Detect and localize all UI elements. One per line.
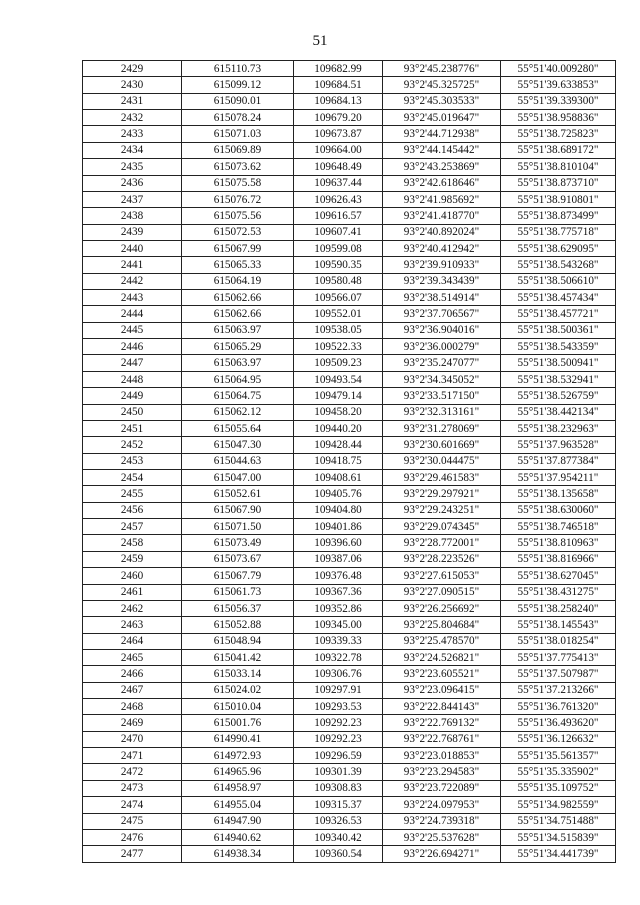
point-number-cell: 2477 bbox=[83, 846, 182, 862]
page-number: 51 bbox=[312, 33, 328, 49]
point-number-cell: 2430 bbox=[83, 77, 182, 93]
latitude-cell: 55°51'37.954211" bbox=[501, 469, 616, 485]
longitude-cell: 93°2'28.223526" bbox=[383, 551, 501, 567]
latitude-cell: 55°51'37.963528" bbox=[501, 437, 616, 453]
longitude-cell: 93°2'37.706567" bbox=[383, 306, 501, 322]
table-row bbox=[83, 617, 616, 633]
table-row bbox=[83, 731, 616, 747]
point-number-cell: 2437 bbox=[83, 191, 182, 207]
latitude-cell: 55°51'38.500941" bbox=[501, 355, 616, 371]
longitude-cell: 93°2'29.243251" bbox=[383, 502, 501, 518]
table-row bbox=[83, 404, 616, 420]
table-row bbox=[83, 469, 616, 485]
point-number-cell: 2455 bbox=[83, 486, 182, 502]
latitude-cell: 55°51'37.507987" bbox=[501, 666, 616, 682]
x-coordinate-cell: 615062.66 bbox=[182, 290, 294, 306]
table-row bbox=[83, 175, 616, 191]
y-coordinate-cell: 109367.36 bbox=[294, 584, 383, 600]
y-coordinate-cell: 109552.01 bbox=[294, 306, 383, 322]
point-number-cell: 2438 bbox=[83, 208, 182, 224]
latitude-cell: 55°51'38.910801" bbox=[501, 191, 616, 207]
latitude-cell: 55°51'34.982559" bbox=[501, 797, 616, 813]
table-row bbox=[83, 600, 616, 616]
table-row bbox=[83, 780, 616, 796]
y-coordinate-cell: 109458.20 bbox=[294, 404, 383, 420]
point-number-cell: 2456 bbox=[83, 502, 182, 518]
longitude-cell: 93°2'38.514914" bbox=[383, 290, 501, 306]
longitude-cell: 93°2'23.018853" bbox=[383, 748, 501, 764]
x-coordinate-cell: 615067.79 bbox=[182, 568, 294, 584]
longitude-cell: 93°2'29.297921" bbox=[383, 486, 501, 502]
x-coordinate-cell: 615065.29 bbox=[182, 339, 294, 355]
point-number-cell: 2450 bbox=[83, 404, 182, 420]
latitude-cell: 55°51'39.633853" bbox=[501, 77, 616, 93]
table-row bbox=[83, 371, 616, 387]
table-row bbox=[83, 846, 616, 862]
y-coordinate-cell: 109607.41 bbox=[294, 224, 383, 240]
table-row bbox=[83, 551, 616, 567]
x-coordinate-cell: 615076.72 bbox=[182, 191, 294, 207]
x-coordinate-cell: 615064.95 bbox=[182, 371, 294, 387]
table-row bbox=[83, 699, 616, 715]
y-coordinate-cell: 109405.76 bbox=[294, 486, 383, 502]
y-coordinate-cell: 109293.53 bbox=[294, 699, 383, 715]
table-row bbox=[83, 748, 616, 764]
latitude-cell: 55°51'38.630060" bbox=[501, 502, 616, 518]
x-coordinate-cell: 615062.66 bbox=[182, 306, 294, 322]
x-coordinate-cell: 615055.64 bbox=[182, 420, 294, 436]
longitude-cell: 93°2'25.804684" bbox=[383, 617, 501, 633]
x-coordinate-cell: 615110.73 bbox=[182, 61, 294, 77]
longitude-cell: 93°2'27.615053" bbox=[383, 568, 501, 584]
longitude-cell: 93°2'45.238776" bbox=[383, 61, 501, 77]
table-row bbox=[83, 535, 616, 551]
table-row bbox=[83, 159, 616, 175]
table-row bbox=[83, 633, 616, 649]
point-number-cell: 2476 bbox=[83, 829, 182, 845]
y-coordinate-cell: 109326.53 bbox=[294, 813, 383, 829]
point-number-cell: 2434 bbox=[83, 142, 182, 158]
x-coordinate-cell: 614990.41 bbox=[182, 731, 294, 747]
latitude-cell: 55°51'34.441739" bbox=[501, 846, 616, 862]
table-row bbox=[83, 666, 616, 682]
table-row bbox=[83, 486, 616, 502]
longitude-cell: 93°2'40.892024" bbox=[383, 224, 501, 240]
point-number-cell: 2451 bbox=[83, 420, 182, 436]
point-number-cell: 2470 bbox=[83, 731, 182, 747]
table-row bbox=[83, 306, 616, 322]
longitude-cell: 93°2'30.044475" bbox=[383, 453, 501, 469]
y-coordinate-cell: 109306.76 bbox=[294, 666, 383, 682]
table-row bbox=[83, 142, 616, 158]
y-coordinate-cell: 109428.44 bbox=[294, 437, 383, 453]
x-coordinate-cell: 615061.73 bbox=[182, 584, 294, 600]
x-coordinate-cell: 615069.89 bbox=[182, 142, 294, 158]
table-row bbox=[83, 797, 616, 813]
longitude-cell: 93°2'36.904016" bbox=[383, 322, 501, 338]
coordinates-table bbox=[82, 60, 616, 863]
point-number-cell: 2472 bbox=[83, 764, 182, 780]
y-coordinate-cell: 109340.42 bbox=[294, 829, 383, 845]
longitude-cell: 93°2'23.722089" bbox=[383, 780, 501, 796]
table-row bbox=[83, 77, 616, 93]
x-coordinate-cell: 615047.00 bbox=[182, 469, 294, 485]
y-coordinate-cell: 109401.86 bbox=[294, 519, 383, 535]
y-coordinate-cell: 109493.54 bbox=[294, 371, 383, 387]
table-row bbox=[83, 649, 616, 665]
y-coordinate-cell: 109679.20 bbox=[294, 110, 383, 126]
longitude-cell: 93°2'22.769132" bbox=[383, 715, 501, 731]
table-row bbox=[83, 568, 616, 584]
x-coordinate-cell: 615063.97 bbox=[182, 355, 294, 371]
y-coordinate-cell: 109684.51 bbox=[294, 77, 383, 93]
y-coordinate-cell: 109440.20 bbox=[294, 420, 383, 436]
longitude-cell: 93°2'23.605521" bbox=[383, 666, 501, 682]
y-coordinate-cell: 109376.48 bbox=[294, 568, 383, 584]
y-coordinate-cell: 109352.86 bbox=[294, 600, 383, 616]
latitude-cell: 55°51'38.543359" bbox=[501, 339, 616, 355]
point-number-cell: 2440 bbox=[83, 240, 182, 256]
table-row bbox=[83, 502, 616, 518]
y-coordinate-cell: 109308.83 bbox=[294, 780, 383, 796]
table-row bbox=[83, 453, 616, 469]
x-coordinate-cell: 615064.75 bbox=[182, 388, 294, 404]
x-coordinate-cell: 615052.61 bbox=[182, 486, 294, 502]
latitude-cell: 55°51'38.958836" bbox=[501, 110, 616, 126]
y-coordinate-cell: 109396.60 bbox=[294, 535, 383, 551]
y-coordinate-cell: 109580.48 bbox=[294, 273, 383, 289]
longitude-cell: 93°2'40.412942" bbox=[383, 240, 501, 256]
x-coordinate-cell: 615067.90 bbox=[182, 502, 294, 518]
longitude-cell: 93°2'25.478570" bbox=[383, 633, 501, 649]
x-coordinate-cell: 614955.04 bbox=[182, 797, 294, 813]
longitude-cell: 93°2'32.313161" bbox=[383, 404, 501, 420]
longitude-cell: 93°2'39.910933" bbox=[383, 257, 501, 273]
longitude-cell: 93°2'30.601669" bbox=[383, 437, 501, 453]
y-coordinate-cell: 109684.13 bbox=[294, 93, 383, 109]
table-row bbox=[83, 715, 616, 731]
latitude-cell: 55°51'36.761320" bbox=[501, 699, 616, 715]
point-number-cell: 2448 bbox=[83, 371, 182, 387]
latitude-cell: 55°51'38.810963" bbox=[501, 535, 616, 551]
y-coordinate-cell: 109664.00 bbox=[294, 142, 383, 158]
longitude-cell: 93°2'33.517150" bbox=[383, 388, 501, 404]
y-coordinate-cell: 109292.23 bbox=[294, 731, 383, 747]
latitude-cell: 55°51'38.627045" bbox=[501, 568, 616, 584]
table-row bbox=[83, 437, 616, 453]
x-coordinate-cell: 615063.97 bbox=[182, 322, 294, 338]
table-row bbox=[83, 110, 616, 126]
latitude-cell: 55°51'38.816966" bbox=[501, 551, 616, 567]
latitude-cell: 55°51'36.126632" bbox=[501, 731, 616, 747]
table-row bbox=[83, 339, 616, 355]
table-row bbox=[83, 829, 616, 845]
point-number-cell: 2461 bbox=[83, 584, 182, 600]
point-number-cell: 2463 bbox=[83, 617, 182, 633]
x-coordinate-cell: 615071.03 bbox=[182, 126, 294, 142]
latitude-cell: 55°51'35.109752" bbox=[501, 780, 616, 796]
y-coordinate-cell: 109345.00 bbox=[294, 617, 383, 633]
table-row bbox=[83, 273, 616, 289]
x-coordinate-cell: 614965.96 bbox=[182, 764, 294, 780]
latitude-cell: 55°51'37.877384" bbox=[501, 453, 616, 469]
table-row bbox=[83, 519, 616, 535]
point-number-cell: 2465 bbox=[83, 649, 182, 665]
latitude-cell: 55°51'38.775718" bbox=[501, 224, 616, 240]
table-row bbox=[83, 290, 616, 306]
x-coordinate-cell: 614938.34 bbox=[182, 846, 294, 862]
longitude-cell: 93°2'23.294583" bbox=[383, 764, 501, 780]
x-coordinate-cell: 615073.62 bbox=[182, 159, 294, 175]
y-coordinate-cell: 109522.33 bbox=[294, 339, 383, 355]
x-coordinate-cell: 614940.62 bbox=[182, 829, 294, 845]
longitude-cell: 93°2'42.618646" bbox=[383, 175, 501, 191]
y-coordinate-cell: 109509.23 bbox=[294, 355, 383, 371]
table-row bbox=[83, 191, 616, 207]
x-coordinate-cell: 615033.14 bbox=[182, 666, 294, 682]
point-number-cell: 2449 bbox=[83, 388, 182, 404]
point-number-cell: 2471 bbox=[83, 748, 182, 764]
x-coordinate-cell: 614958.97 bbox=[182, 780, 294, 796]
latitude-cell: 55°51'38.442134" bbox=[501, 404, 616, 420]
point-number-cell: 2460 bbox=[83, 568, 182, 584]
point-number-cell: 2467 bbox=[83, 682, 182, 698]
point-number-cell: 2468 bbox=[83, 699, 182, 715]
point-number-cell: 2453 bbox=[83, 453, 182, 469]
y-coordinate-cell: 109479.14 bbox=[294, 388, 383, 404]
point-number-cell: 2469 bbox=[83, 715, 182, 731]
longitude-cell: 93°2'24.097953" bbox=[383, 797, 501, 813]
latitude-cell: 55°51'37.213266" bbox=[501, 682, 616, 698]
point-number-cell: 2462 bbox=[83, 600, 182, 616]
longitude-cell: 93°2'31.278069" bbox=[383, 420, 501, 436]
x-coordinate-cell: 615024.02 bbox=[182, 682, 294, 698]
point-number-cell: 2447 bbox=[83, 355, 182, 371]
table-row bbox=[83, 240, 616, 256]
point-number-cell: 2473 bbox=[83, 780, 182, 796]
longitude-cell: 93°2'35.247077" bbox=[383, 355, 501, 371]
y-coordinate-cell: 109360.54 bbox=[294, 846, 383, 862]
longitude-cell: 93°2'28.772001" bbox=[383, 535, 501, 551]
table-row bbox=[83, 322, 616, 338]
latitude-cell: 55°51'38.232963" bbox=[501, 420, 616, 436]
point-number-cell: 2443 bbox=[83, 290, 182, 306]
latitude-cell: 55°51'38.018254" bbox=[501, 633, 616, 649]
point-number-cell: 2435 bbox=[83, 159, 182, 175]
longitude-cell: 93°2'23.096415" bbox=[383, 682, 501, 698]
latitude-cell: 55°51'38.543268" bbox=[501, 257, 616, 273]
x-coordinate-cell: 615047.30 bbox=[182, 437, 294, 453]
latitude-cell: 55°51'39.339300" bbox=[501, 93, 616, 109]
x-coordinate-cell: 615075.56 bbox=[182, 208, 294, 224]
point-number-cell: 2454 bbox=[83, 469, 182, 485]
latitude-cell: 55°51'38.746518" bbox=[501, 519, 616, 535]
y-coordinate-cell: 109292.23 bbox=[294, 715, 383, 731]
table-row bbox=[83, 61, 616, 77]
y-coordinate-cell: 109626.43 bbox=[294, 191, 383, 207]
point-number-cell: 2436 bbox=[83, 175, 182, 191]
latitude-cell: 55°51'38.457721" bbox=[501, 306, 616, 322]
table-row bbox=[83, 388, 616, 404]
latitude-cell: 55°51'38.431275" bbox=[501, 584, 616, 600]
latitude-cell: 55°51'38.629095" bbox=[501, 240, 616, 256]
latitude-cell: 55°51'38.145543" bbox=[501, 617, 616, 633]
point-number-cell: 2475 bbox=[83, 813, 182, 829]
latitude-cell: 55°51'38.258240" bbox=[501, 600, 616, 616]
point-number-cell: 2466 bbox=[83, 666, 182, 682]
y-coordinate-cell: 109296.59 bbox=[294, 748, 383, 764]
x-coordinate-cell: 615041.42 bbox=[182, 649, 294, 665]
x-coordinate-cell: 615065.33 bbox=[182, 257, 294, 273]
y-coordinate-cell: 109648.49 bbox=[294, 159, 383, 175]
x-coordinate-cell: 615090.01 bbox=[182, 93, 294, 109]
point-number-cell: 2464 bbox=[83, 633, 182, 649]
x-coordinate-cell: 615067.99 bbox=[182, 240, 294, 256]
x-coordinate-cell: 615073.67 bbox=[182, 551, 294, 567]
x-coordinate-cell: 615073.49 bbox=[182, 535, 294, 551]
point-number-cell: 2441 bbox=[83, 257, 182, 273]
latitude-cell: 55°51'38.457434" bbox=[501, 290, 616, 306]
y-coordinate-cell: 109322.78 bbox=[294, 649, 383, 665]
longitude-cell: 93°2'22.768761" bbox=[383, 731, 501, 747]
y-coordinate-cell: 109616.57 bbox=[294, 208, 383, 224]
table-row bbox=[83, 584, 616, 600]
longitude-cell: 93°2'26.256692" bbox=[383, 600, 501, 616]
latitude-cell: 55°51'38.873499" bbox=[501, 208, 616, 224]
y-coordinate-cell: 109315.37 bbox=[294, 797, 383, 813]
point-number-cell: 2457 bbox=[83, 519, 182, 535]
x-coordinate-cell: 614972.93 bbox=[182, 748, 294, 764]
point-number-cell: 2452 bbox=[83, 437, 182, 453]
latitude-cell: 55°51'38.532941" bbox=[501, 371, 616, 387]
longitude-cell: 93°2'24.526821" bbox=[383, 649, 501, 665]
x-coordinate-cell: 615099.12 bbox=[182, 77, 294, 93]
latitude-cell: 55°51'37.775413" bbox=[501, 649, 616, 665]
latitude-cell: 55°51'35.335902" bbox=[501, 764, 616, 780]
longitude-cell: 93°2'41.418770" bbox=[383, 208, 501, 224]
longitude-cell: 93°2'22.844143" bbox=[383, 699, 501, 715]
latitude-cell: 55°51'38.135658" bbox=[501, 486, 616, 502]
y-coordinate-cell: 109404.80 bbox=[294, 502, 383, 518]
x-coordinate-cell: 615052.88 bbox=[182, 617, 294, 633]
longitude-cell: 93°2'36.000279" bbox=[383, 339, 501, 355]
longitude-cell: 93°2'45.019647" bbox=[383, 110, 501, 126]
y-coordinate-cell: 109673.87 bbox=[294, 126, 383, 142]
longitude-cell: 93°2'24.739318" bbox=[383, 813, 501, 829]
longitude-cell: 93°2'29.074345" bbox=[383, 519, 501, 535]
point-number-cell: 2442 bbox=[83, 273, 182, 289]
longitude-cell: 93°2'34.345052" bbox=[383, 371, 501, 387]
y-coordinate-cell: 109682.99 bbox=[294, 61, 383, 77]
y-coordinate-cell: 109538.05 bbox=[294, 322, 383, 338]
longitude-cell: 93°2'45.303533" bbox=[383, 93, 501, 109]
point-number-cell: 2474 bbox=[83, 797, 182, 813]
x-coordinate-cell: 615072.53 bbox=[182, 224, 294, 240]
x-coordinate-cell: 615078.24 bbox=[182, 110, 294, 126]
y-coordinate-cell: 109599.08 bbox=[294, 240, 383, 256]
x-coordinate-cell: 615071.50 bbox=[182, 519, 294, 535]
point-number-cell: 2433 bbox=[83, 126, 182, 142]
latitude-cell: 55°51'38.810104" bbox=[501, 159, 616, 175]
x-coordinate-cell: 614947.90 bbox=[182, 813, 294, 829]
x-coordinate-cell: 615062.12 bbox=[182, 404, 294, 420]
longitude-cell: 93°2'29.461583" bbox=[383, 469, 501, 485]
table-row bbox=[83, 682, 616, 698]
latitude-cell: 55°51'36.493620" bbox=[501, 715, 616, 731]
longitude-cell: 93°2'43.253869" bbox=[383, 159, 501, 175]
y-coordinate-cell: 109339.33 bbox=[294, 633, 383, 649]
x-coordinate-cell: 615048.94 bbox=[182, 633, 294, 649]
y-coordinate-cell: 109566.07 bbox=[294, 290, 383, 306]
point-number-cell: 2439 bbox=[83, 224, 182, 240]
x-coordinate-cell: 615075.58 bbox=[182, 175, 294, 191]
point-number-cell: 2446 bbox=[83, 339, 182, 355]
coordinates-table-body bbox=[83, 61, 616, 863]
x-coordinate-cell: 615001.76 bbox=[182, 715, 294, 731]
point-number-cell: 2432 bbox=[83, 110, 182, 126]
latitude-cell: 55°51'38.689172" bbox=[501, 142, 616, 158]
latitude-cell: 55°51'35.561357" bbox=[501, 748, 616, 764]
table-row bbox=[83, 355, 616, 371]
table-row bbox=[83, 813, 616, 829]
point-number-cell: 2459 bbox=[83, 551, 182, 567]
y-coordinate-cell: 109387.06 bbox=[294, 551, 383, 567]
point-number-cell: 2431 bbox=[83, 93, 182, 109]
longitude-cell: 93°2'45.325725" bbox=[383, 77, 501, 93]
y-coordinate-cell: 109297.91 bbox=[294, 682, 383, 698]
latitude-cell: 55°51'34.751488" bbox=[501, 813, 616, 829]
latitude-cell: 55°51'38.873710" bbox=[501, 175, 616, 191]
longitude-cell: 93°2'41.985692" bbox=[383, 191, 501, 207]
latitude-cell: 55°51'38.506610" bbox=[501, 273, 616, 289]
table-row bbox=[83, 420, 616, 436]
x-coordinate-cell: 615064.19 bbox=[182, 273, 294, 289]
point-number-cell: 2444 bbox=[83, 306, 182, 322]
table-row bbox=[83, 224, 616, 240]
table-row bbox=[83, 208, 616, 224]
x-coordinate-cell: 615044.63 bbox=[182, 453, 294, 469]
latitude-cell: 55°51'38.526759" bbox=[501, 388, 616, 404]
table-row bbox=[83, 126, 616, 142]
latitude-cell: 55°51'38.725823" bbox=[501, 126, 616, 142]
latitude-cell: 55°51'34.515839" bbox=[501, 829, 616, 845]
y-coordinate-cell: 109418.75 bbox=[294, 453, 383, 469]
longitude-cell: 93°2'39.343439" bbox=[383, 273, 501, 289]
y-coordinate-cell: 109637.44 bbox=[294, 175, 383, 191]
longitude-cell: 93°2'44.712938" bbox=[383, 126, 501, 142]
x-coordinate-cell: 615056.37 bbox=[182, 600, 294, 616]
point-number-cell: 2429 bbox=[83, 61, 182, 77]
table-row bbox=[83, 764, 616, 780]
y-coordinate-cell: 109590.35 bbox=[294, 257, 383, 273]
point-number-cell: 2445 bbox=[83, 322, 182, 338]
x-coordinate-cell: 615010.04 bbox=[182, 699, 294, 715]
y-coordinate-cell: 109301.39 bbox=[294, 764, 383, 780]
table-row bbox=[83, 257, 616, 273]
longitude-cell: 93°2'44.145442" bbox=[383, 142, 501, 158]
longitude-cell: 93°2'27.090515" bbox=[383, 584, 501, 600]
latitude-cell: 55°51'40.009280" bbox=[501, 61, 616, 77]
longitude-cell: 93°2'25.537628" bbox=[383, 829, 501, 845]
point-number-cell: 2458 bbox=[83, 535, 182, 551]
latitude-cell: 55°51'38.500361" bbox=[501, 322, 616, 338]
longitude-cell: 93°2'26.694271" bbox=[383, 846, 501, 862]
y-coordinate-cell: 109408.61 bbox=[294, 469, 383, 485]
table-row bbox=[83, 93, 616, 109]
